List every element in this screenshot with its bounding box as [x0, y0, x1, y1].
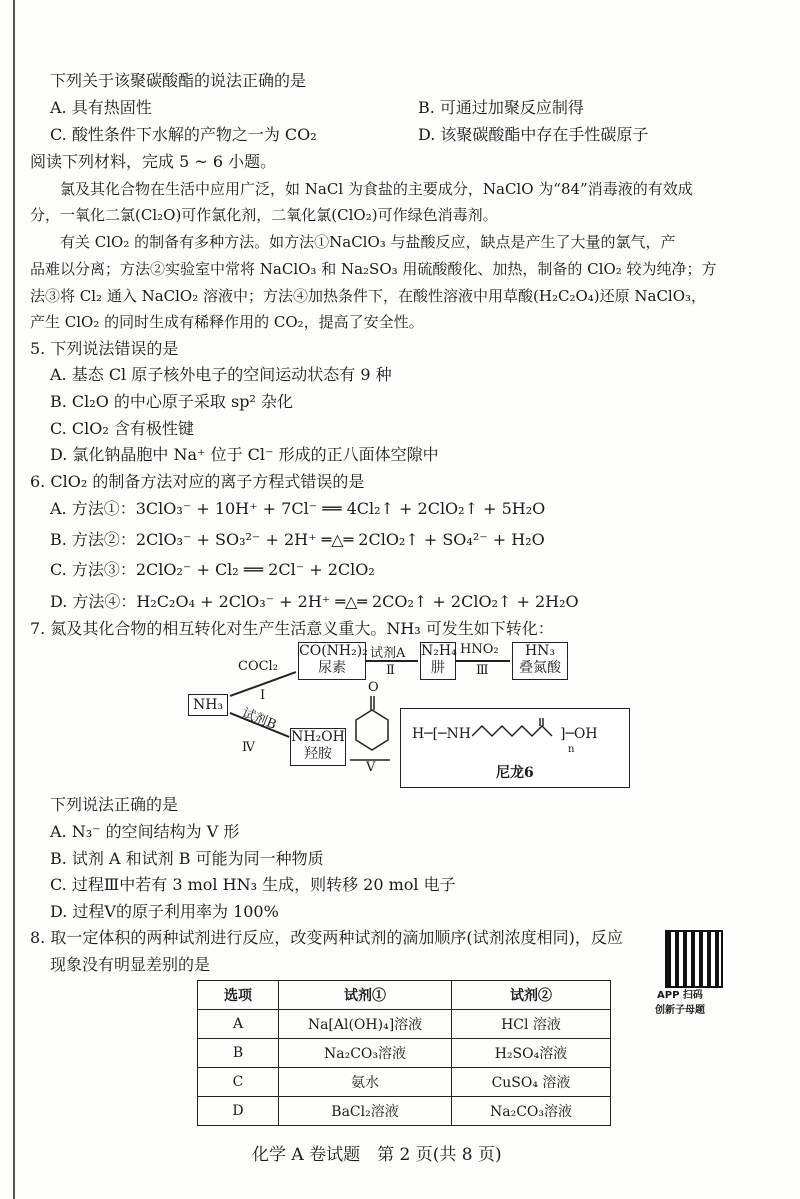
nylon6-name: 尼龙6	[496, 765, 534, 781]
table-header-row	[198, 981, 611, 1010]
q7-option-c: C. 过程Ⅲ中若有 3 mol HN₃ 生成，则转移 20 mol 电子	[50, 875, 456, 894]
q4-option-a: A. 具有热固性	[50, 98, 152, 117]
n2h4-box	[420, 642, 456, 680]
q6-stem: 6. ClO₂ 的制备方法对应的离子方程式错误的是	[30, 472, 365, 491]
qr-caption	[655, 988, 705, 1018]
header-option: 选项	[198, 981, 279, 1010]
page-footer: 化学 A 卷试题 第 2 页(共 8 页)	[252, 1145, 502, 1165]
hn3-box	[512, 642, 568, 680]
nylon-chain	[472, 718, 558, 748]
hydroxylamine-formula: NH₂OH	[291, 729, 345, 745]
nh3-box: NH₃	[188, 694, 228, 716]
q8-table	[197, 980, 611, 1126]
table-cell: Na₂CO₃溶液	[452, 1097, 611, 1126]
reading-p2b: 品难以分离；方法②实验室中常将 NaClO₃ 和 Na₂SO₃ 用硫酸酸化、加热，制备的 ClO₂ 较为纯净；方	[30, 260, 717, 278]
table-row	[198, 1010, 611, 1039]
q6-option-d: D. 方法④：H₂C₂O₄ + 2ClO₃⁻ + 2H⁺ ═△═ 2CO₂↑ + 2ClO₂↑ + 2H₂O	[50, 592, 579, 611]
step-v-label: Ⅴ	[366, 760, 376, 775]
table-row	[198, 1068, 611, 1097]
table-cell: CuSO₄ 溶液	[452, 1068, 611, 1097]
q4-stem: 下列关于该聚碳酸酯的说法正确的是	[50, 71, 307, 90]
q5-option-c: C. ClO₂ 含有极性键	[50, 419, 194, 438]
q7-option-d: D. 过程Ⅴ的原子利用率为 100%	[50, 902, 279, 921]
q6-option-b: B. 方法②：2ClO₃⁻ + SO₃²⁻ + 2H⁺ ═△═ 2ClO₂↑ + SO₄²⁻ + H₂O	[50, 530, 545, 549]
q4-option-c: C. 酸性条件下水解的产物之一为 CO₂	[50, 125, 317, 144]
table-cell: A	[198, 1010, 279, 1039]
nylon-left-group: H─[─NH	[412, 726, 471, 742]
header-reagent2: 试剂②	[452, 981, 611, 1010]
qr-caption-line1: APP 扫码	[657, 990, 703, 1001]
reagent-a-label: 试剂A	[370, 646, 406, 661]
reagent-b-label: 试剂B	[239, 705, 279, 733]
cyclohexanone-structure	[346, 684, 396, 766]
step-iii-label: Ⅲ	[476, 663, 489, 678]
hydroxylamine-name: 羟胺	[304, 746, 332, 762]
table-row	[198, 1097, 611, 1126]
q5-option-d: D. 氯化钠晶胞中 Na⁺ 位于 Cl⁻ 形成的正八面体空隙中	[50, 445, 439, 464]
q6-option-c: C. 方法③：2ClO₂⁻ + Cl₂ ══ 2Cl⁻ + 2ClO₂	[50, 560, 375, 579]
step-iv-label: Ⅳ	[242, 740, 255, 755]
hn3-formula: HN₃	[524, 643, 556, 659]
reading-p1b: 分，一氧化二氯(Cl₂O)可作氯化剂，二氧化氯(ClO₂)可作绿色消毒剂。	[30, 206, 498, 224]
q7-sub-stem: 下列说法正确的是	[50, 795, 179, 814]
urea-name: 尿素	[318, 660, 346, 676]
page-edge	[13, 0, 15, 1199]
q8-stem-line2: 现象没有明显差别的是	[50, 955, 211, 974]
q4-option-b: B. 可通过加聚反应制得	[418, 98, 584, 117]
nylon-right-group: ]─OH	[560, 726, 598, 742]
hydroxylamine-box	[290, 728, 346, 766]
reading-p1a: 氯及其化合物在生活中应用广泛，如 NaCl 为食盐的主要成分，NaClO 为“84”消毒液的有效成	[60, 180, 693, 198]
table-cell: Na₂CO₃溶液	[279, 1039, 452, 1068]
hno2-label: HNO₂	[460, 642, 499, 657]
header-reagent1: 试剂①	[279, 981, 452, 1010]
arrow-iii	[456, 660, 510, 662]
q7-option-b: B. 试剂 A 和试剂 B 可能为同一种物质	[50, 849, 324, 868]
table-cell: H₂SO₄溶液	[452, 1039, 611, 1068]
q5-stem: 5. 下列说法错误的是	[30, 339, 179, 358]
q8-stem-line1: 8. 取一定体积的两种试剂进行反应，改变两种试剂的滴加顺序(试剂浓度相同)，反应	[30, 928, 623, 947]
table-cell: Na[Al(OH)₄]溶液	[279, 1010, 452, 1039]
q5-option-a: A. 基态 Cl 原子核外电子的空间运动状态有 9 种	[50, 365, 392, 384]
n2h4-name: 肼	[431, 660, 445, 676]
q4-option-d: D. 该聚碳酸酯中存在手性碳原子	[418, 125, 649, 144]
qr-caption-line2: 创新子母题	[655, 1005, 705, 1016]
hn3-name: 叠氮酸	[519, 660, 561, 676]
q6-option-a: A. 方法①：3ClO₃⁻ + 10H⁺ + 7Cl⁻ ══ 4Cl₂↑ + 2ClO₂↑ + 5H₂O	[50, 499, 546, 518]
n2h4-formula: N₂H₄	[421, 643, 457, 659]
table-cell: BaCl₂溶液	[279, 1097, 452, 1126]
cocl2-label: COCl₂	[238, 659, 278, 674]
table-cell: D	[198, 1097, 279, 1126]
reading-p2a: 有关 ClO₂ 的制备有多种方法。如方法①NaClO₃ 与盐酸反应，缺点是产生了大量的氯气，产	[60, 233, 676, 251]
reading-intro: 阅读下列材料，完成 5 ~ 6 小题。	[30, 152, 277, 171]
reading-p2d: 产生 ClO₂ 的同时生成有稀释作用的 CO₂，提高了安全性。	[30, 313, 424, 331]
urea-formula: CO(NH₂)₂	[299, 643, 368, 659]
table-row	[198, 1039, 611, 1068]
table-cell: 氨水	[279, 1068, 452, 1097]
reading-p2c: 法③将 Cl₂ 通入 NaClO₂ 溶液中；方法④加热条件下，在酸性溶液中用草酸(H₂C₂O₄)还原 NaClO₃，	[30, 287, 707, 305]
table-cell: B	[198, 1039, 279, 1068]
nylon-subscript-n: n	[568, 744, 575, 755]
q7-option-a: A. N₃⁻ 的空间结构为 V 形	[50, 822, 240, 841]
table-cell: HCl 溶液	[452, 1010, 611, 1039]
step-ii-label: Ⅱ	[386, 663, 395, 678]
urea-box	[298, 642, 366, 680]
q7-stem: 7. 氮及其化合物的相互转化对生产生活意义重大。NH₃ 可发生如下转化：	[30, 619, 554, 638]
step-i-label: Ⅰ	[260, 688, 266, 703]
oxygen-atom-label: O	[368, 680, 379, 695]
table-cell: C	[198, 1068, 279, 1097]
q5-option-b: B. Cl₂O 的中心原子采取 sp² 杂化	[50, 392, 293, 411]
qr-code-icon[interactable]	[665, 930, 723, 988]
